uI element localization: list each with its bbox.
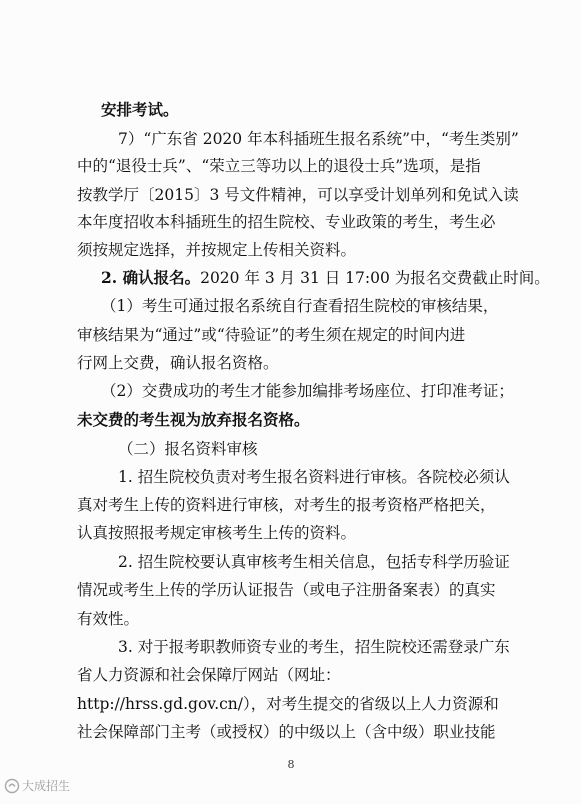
text-line: [77, 665, 505, 685]
text-segment: 省人力资源和社会保障厅网站（网址：: [77, 666, 341, 684]
text-segment: 认真按照报考规定审核考生上传的资料。: [77, 524, 357, 542]
text-line: [77, 325, 505, 345]
watermark-logo-icon: [4, 778, 20, 794]
text-line: [118, 439, 502, 459]
text-line: [77, 410, 505, 430]
text-line: [101, 381, 514, 401]
text-segment: 7）“广东省 2020 年本科插班生报名系统”中，“考生类别”: [118, 130, 519, 148]
watermark-text: 大成招生: [22, 779, 71, 793]
text-segment: 本年度招收本科插班生的招生院校、专业政策的考生，考生必: [77, 213, 496, 231]
text-line: [118, 129, 519, 149]
text-line: [77, 156, 505, 176]
page-number: 8: [287, 758, 295, 771]
bold-text: 未交费的考生视为放弃报名资格。: [77, 410, 310, 429]
text-line: [77, 523, 505, 543]
text-line: [77, 722, 505, 742]
watermark: [4, 776, 70, 796]
text-segment: 2020 年 3 月 31 日 17:00 为报名交费截止时间。: [200, 269, 550, 287]
text-line: [101, 296, 509, 316]
text-segment: 有效性。: [77, 610, 140, 628]
text-line: [77, 609, 505, 629]
text-segment: （1）考生可通过报名系统自行查看招生院校的审核结果，: [101, 297, 499, 315]
bold-text: 安排考试。: [101, 100, 179, 119]
text-segment: 须按规定选择，并按规定上传相关资料。: [77, 241, 357, 259]
text-line: [118, 552, 510, 572]
text-line: [118, 467, 510, 487]
text-segment: （2）交费成功的考生才能参加编排考场座位、打印准考证；: [101, 382, 514, 400]
text-segment: 3. 对于报考职教师资专业的考生，招生院校还需登录广东: [118, 638, 510, 656]
text-segment: 情况或考生上传的学历认证报告（或电子注册备案表）的真实: [77, 581, 496, 599]
text-line: [77, 240, 505, 260]
text-segment: 1. 招生院校负责对考生报名资料进行审核。各院校必须认: [118, 468, 510, 486]
text-segment: （二）报名资料审核: [118, 440, 258, 458]
text-segment: 真对考生上传的资料进行审核，对考生的报考资格严格把关，: [77, 496, 496, 514]
text-segment: 社会保障部门主考（或授权）的中级以上（含中级）职业技能: [77, 723, 496, 741]
text-line: [101, 268, 550, 288]
text-line: [77, 580, 505, 600]
text-line: [77, 185, 519, 205]
bold-text: 2. 确认报名。: [101, 268, 201, 287]
text-line: [77, 495, 505, 515]
text-segment: 行网上交费，确认报名资格。: [77, 354, 279, 372]
text-segment: 审核结果为“通过”或“待验证”的考生须在规定的时间内进: [77, 326, 466, 344]
text-segment: http://hrss.gd.gov.cn/），对考生提交的省级以上人力资源和: [77, 695, 499, 713]
text-line: [77, 353, 505, 373]
text-segment: 按教学厅〔2015〕3 号文件精神，可以享受计划单列和免试入读: [77, 186, 519, 204]
text-line: [118, 637, 510, 657]
text-line: [101, 100, 582, 120]
text-line: [77, 212, 505, 232]
text-line: [77, 694, 505, 714]
text-segment: 2. 招生院校要认真审核考生相关信息，包括专科学历验证: [118, 553, 510, 571]
text-segment: 中的“退役士兵”、“荣立三等功以上的退役士兵”选项，是指: [77, 157, 481, 175]
